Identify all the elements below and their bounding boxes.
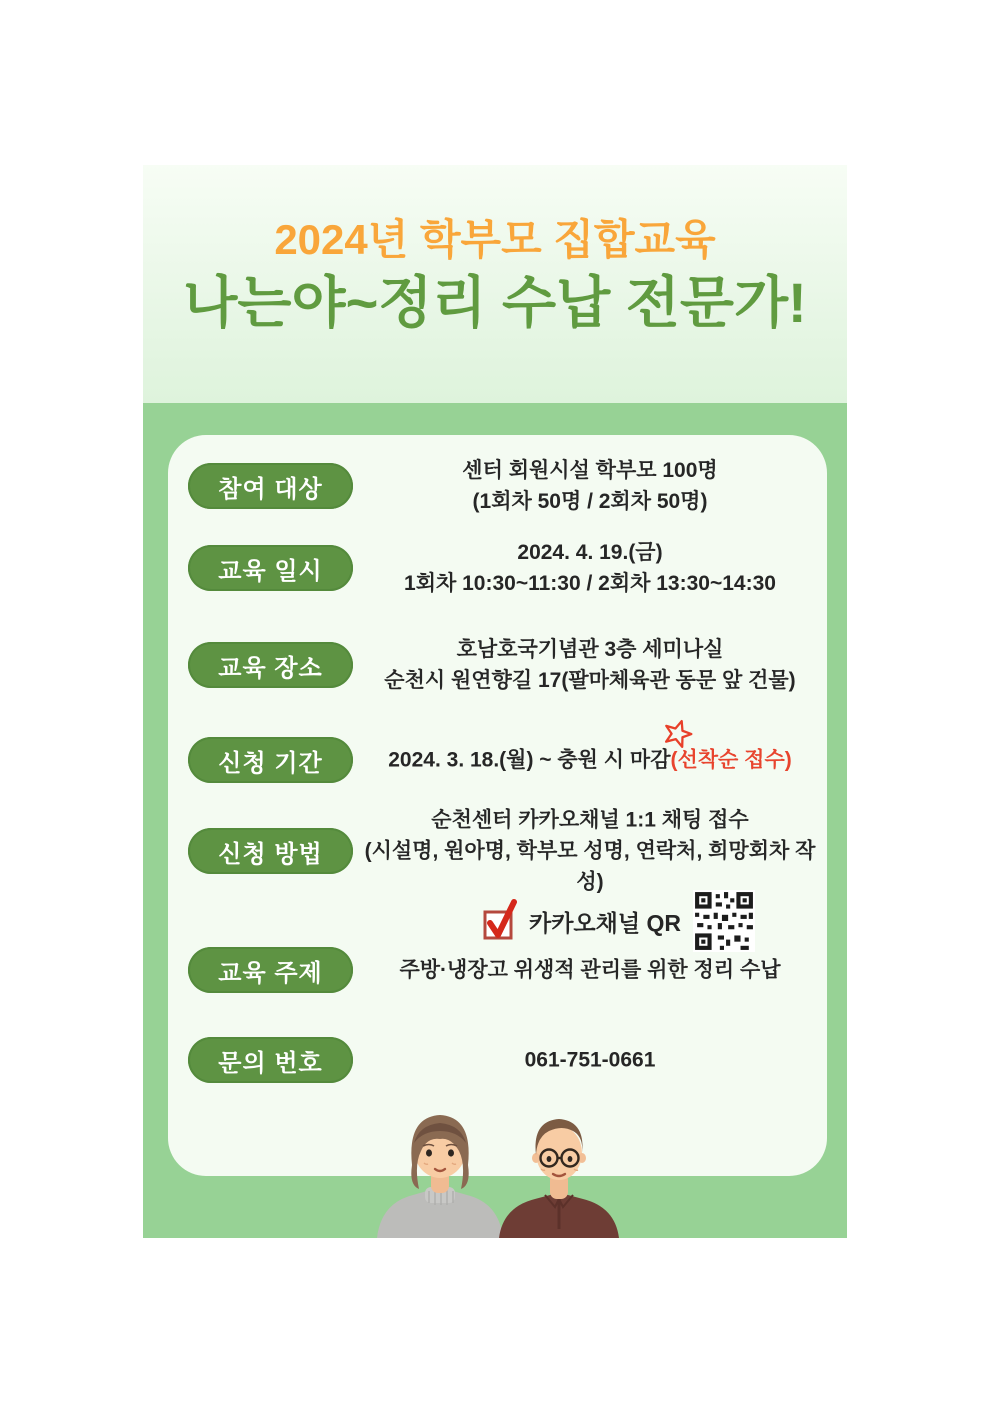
row-label-pill: 교육 일시	[188, 545, 353, 591]
row-text-line: 주방·냉장고 위생적 관리를 위한 정리 수납	[399, 958, 781, 982]
woman-figure	[377, 1115, 503, 1238]
row-text-line: 센터 회원시설 학부모 100명	[462, 459, 718, 482]
row-text-line: 1회차 10:30~11:30 / 2회차 13:30~14:30	[404, 572, 776, 595]
row-label-pill: 신청 방법	[188, 828, 353, 874]
info-row-schedule	[168, 530, 827, 606]
row-text-line: (1회차 50명 / 2회차 50명)	[472, 490, 708, 513]
row-content	[363, 537, 817, 599]
red-checkbox-icon	[481, 896, 517, 942]
first-come-first-served-note: (선착순 접수)	[670, 748, 792, 772]
info-row-location	[168, 627, 827, 703]
info-row-how-to-apply	[168, 808, 827, 894]
row-text-line	[363, 745, 817, 776]
man-figure	[499, 1119, 619, 1238]
row-text-line: 2024. 4. 19.(금)	[517, 541, 663, 564]
poster-subtitle: 2024년 학부모 집합교육	[274, 216, 716, 263]
phone-number: 061-751-0661	[524, 1048, 656, 1072]
row-text-line: 순천센터 카카오채널 1:1 채팅 접수	[431, 808, 749, 832]
poster-title: 나는야~정리 수납 전문가!	[183, 271, 807, 334]
row-label-pill: 참여 대상	[188, 463, 353, 509]
poster-header	[143, 165, 847, 403]
event-poster	[143, 165, 847, 1238]
row-text-line: 순천시 원연향길 17(팔마체육관 동문 앞 건물)	[384, 669, 796, 692]
row-text-line: (시설명, 원아명, 학부모 성명, 연락처, 희망회차 작성)	[364, 839, 816, 894]
period-text: 2024. 3. 18.(월) ~ 충원 시 마감	[388, 748, 671, 772]
info-card	[168, 435, 827, 1176]
info-row-application-period	[168, 733, 827, 787]
star-doodle-icon	[662, 717, 694, 749]
row-content	[363, 634, 817, 696]
row-text-line: 호남호국기념관 3층 세미나실	[456, 638, 724, 661]
row-label-pill: 신청 기간	[188, 737, 353, 783]
row-content	[363, 745, 817, 776]
info-row-contact	[168, 1033, 827, 1087]
row-content	[363, 455, 817, 517]
row-label-pill: 교육 장소	[188, 642, 353, 688]
parents-illustration	[357, 1113, 649, 1238]
qr-label: 카카오채널 QR	[529, 909, 681, 936]
info-row-participants	[168, 447, 827, 525]
row-label-pill: 교육 주제	[188, 947, 353, 993]
info-row-topic	[168, 943, 827, 997]
row-content	[363, 1045, 817, 1076]
row-label-pill: 문의 번호	[188, 1037, 353, 1083]
row-content	[363, 955, 817, 986]
